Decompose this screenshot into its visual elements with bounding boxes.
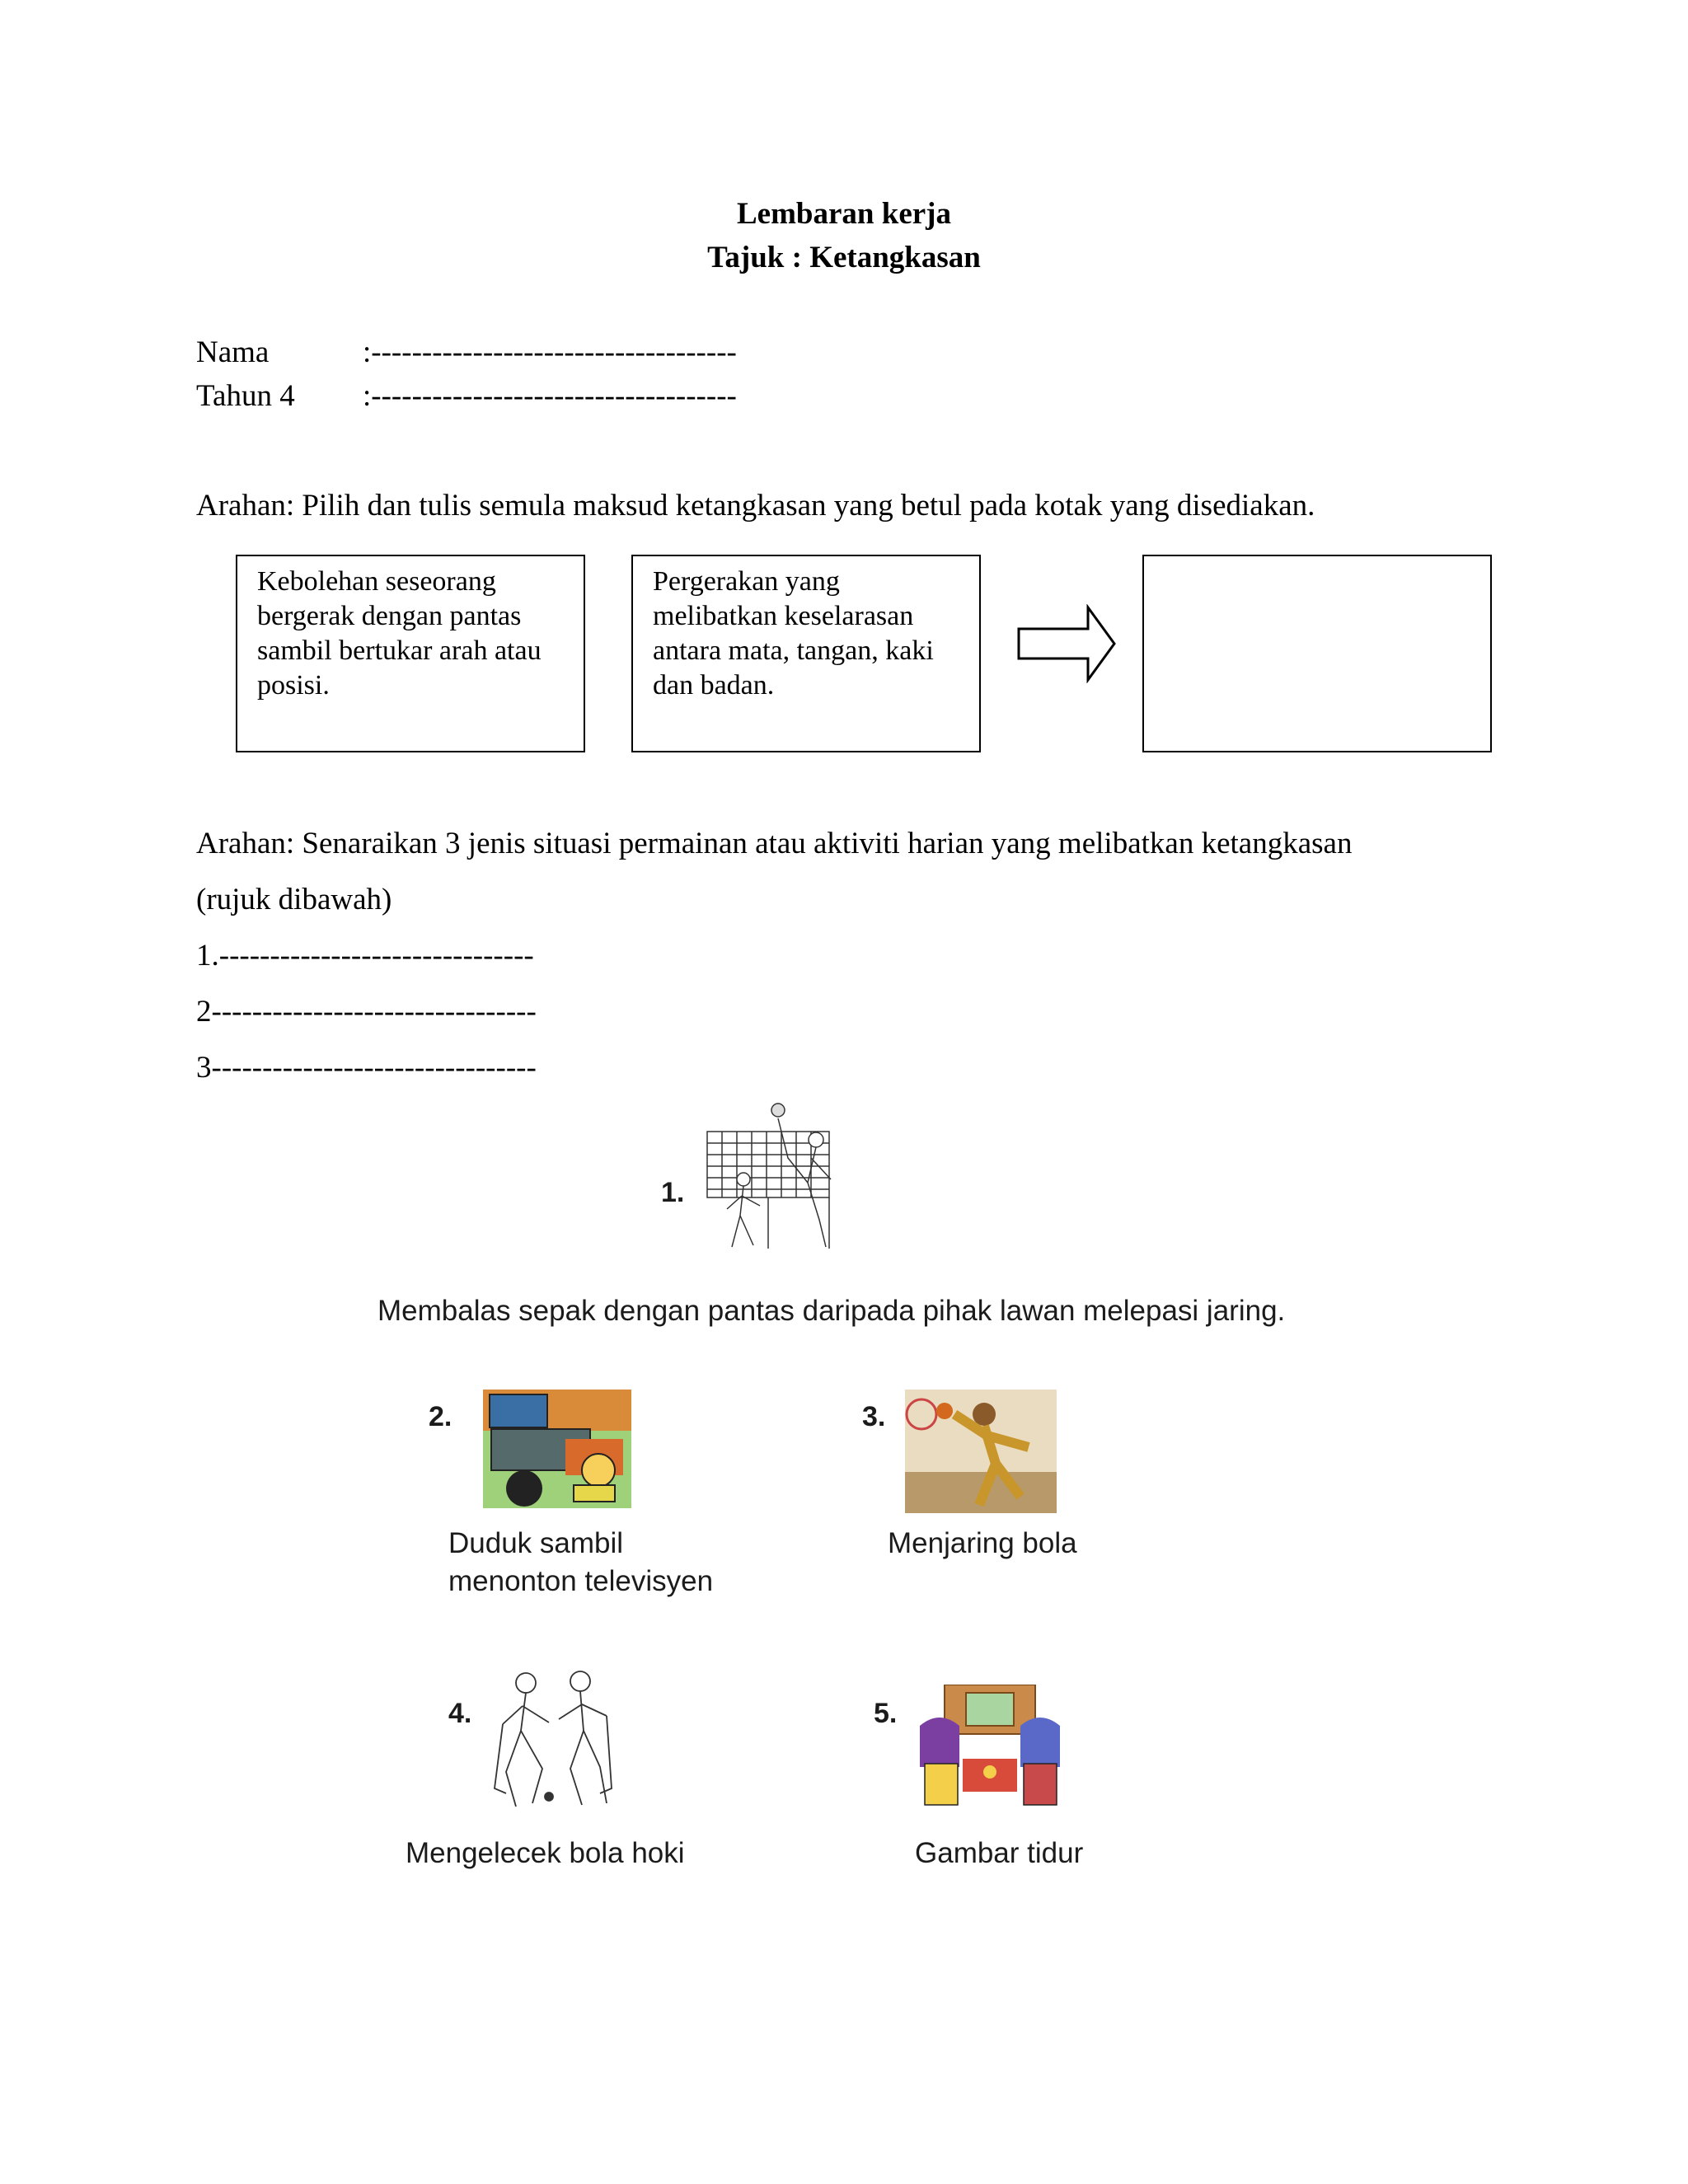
answer-line-3[interactable]: 3-------------------------------- [196, 1051, 537, 1085]
direction-2-line1: Arahan: Senaraikan 3 jenis situasi permainan atau aktiviti harian yang melibatkan ketangkasan [196, 827, 1353, 860]
option-b-line: antara mata, tangan, kaki [653, 635, 934, 666]
answer-line-2[interactable]: 2-------------------------------- [196, 995, 537, 1029]
worksheet-title: Lembaran kerja [737, 197, 951, 231]
year-answer-line[interactable]: :------------------------------------ [363, 379, 737, 413]
option-a-line: posisi. [257, 670, 330, 701]
option-b-line: melibatkan keselarasan [653, 601, 914, 631]
option-a-line: sambil bertukar arah atau [257, 635, 542, 666]
answer-box[interactable] [1142, 555, 1492, 752]
sepak-takraw-icon [702, 1100, 834, 1253]
picture-5-number: 5. [874, 1698, 898, 1729]
direction-2-line2: (rujuk dibawah) [196, 883, 392, 916]
direction-1: Arahan: Pilih dan tulis semula maksud ketangkasan yang betul pada kotak yang disediakan. [196, 489, 1315, 523]
option-box-b[interactable] [631, 555, 981, 752]
picture-2-caption-line-1: Duduk sambil [448, 1527, 624, 1559]
picture-4-caption: Mengelecek bola hoki [406, 1837, 685, 1869]
option-a-line: Kebolehan seseorang [257, 566, 496, 597]
picture-3-caption: Menjaring bola [888, 1527, 1077, 1559]
watching-tv-icon [483, 1390, 631, 1508]
worksheet-topic: Tajuk : Ketangkasan [707, 241, 981, 274]
name-label: Nama [196, 335, 270, 369]
answer-line-1[interactable]: 1.------------------------------- [196, 939, 534, 972]
picture-4-number: 4. [448, 1698, 472, 1729]
year-label: Tahun 4 [196, 379, 295, 413]
picture-2-number: 2. [429, 1401, 452, 1432]
picture-1-caption: Membalas sepak dengan pantas daripada pihak lawan melepasi jaring. [377, 1295, 1286, 1327]
picture-3-number: 3. [862, 1401, 886, 1432]
option-a-line: bergerak dengan pantas [257, 601, 522, 631]
sleeping-icon [920, 1685, 1060, 1808]
name-answer-line[interactable]: :------------------------------------ [363, 335, 737, 369]
hockey-icon [491, 1665, 615, 1821]
option-b-line: dan badan. [653, 670, 775, 701]
option-box-a[interactable] [236, 555, 585, 752]
picture-5-caption: Gambar tidur [915, 1837, 1084, 1869]
picture-1-number: 1. [661, 1177, 685, 1208]
picture-2-caption-line-2: menonton televisyen [448, 1565, 714, 1597]
basketball-icon [905, 1390, 1057, 1513]
option-b-line: Pergerakan yang [653, 566, 840, 597]
arrow-right-icon [1015, 604, 1118, 683]
